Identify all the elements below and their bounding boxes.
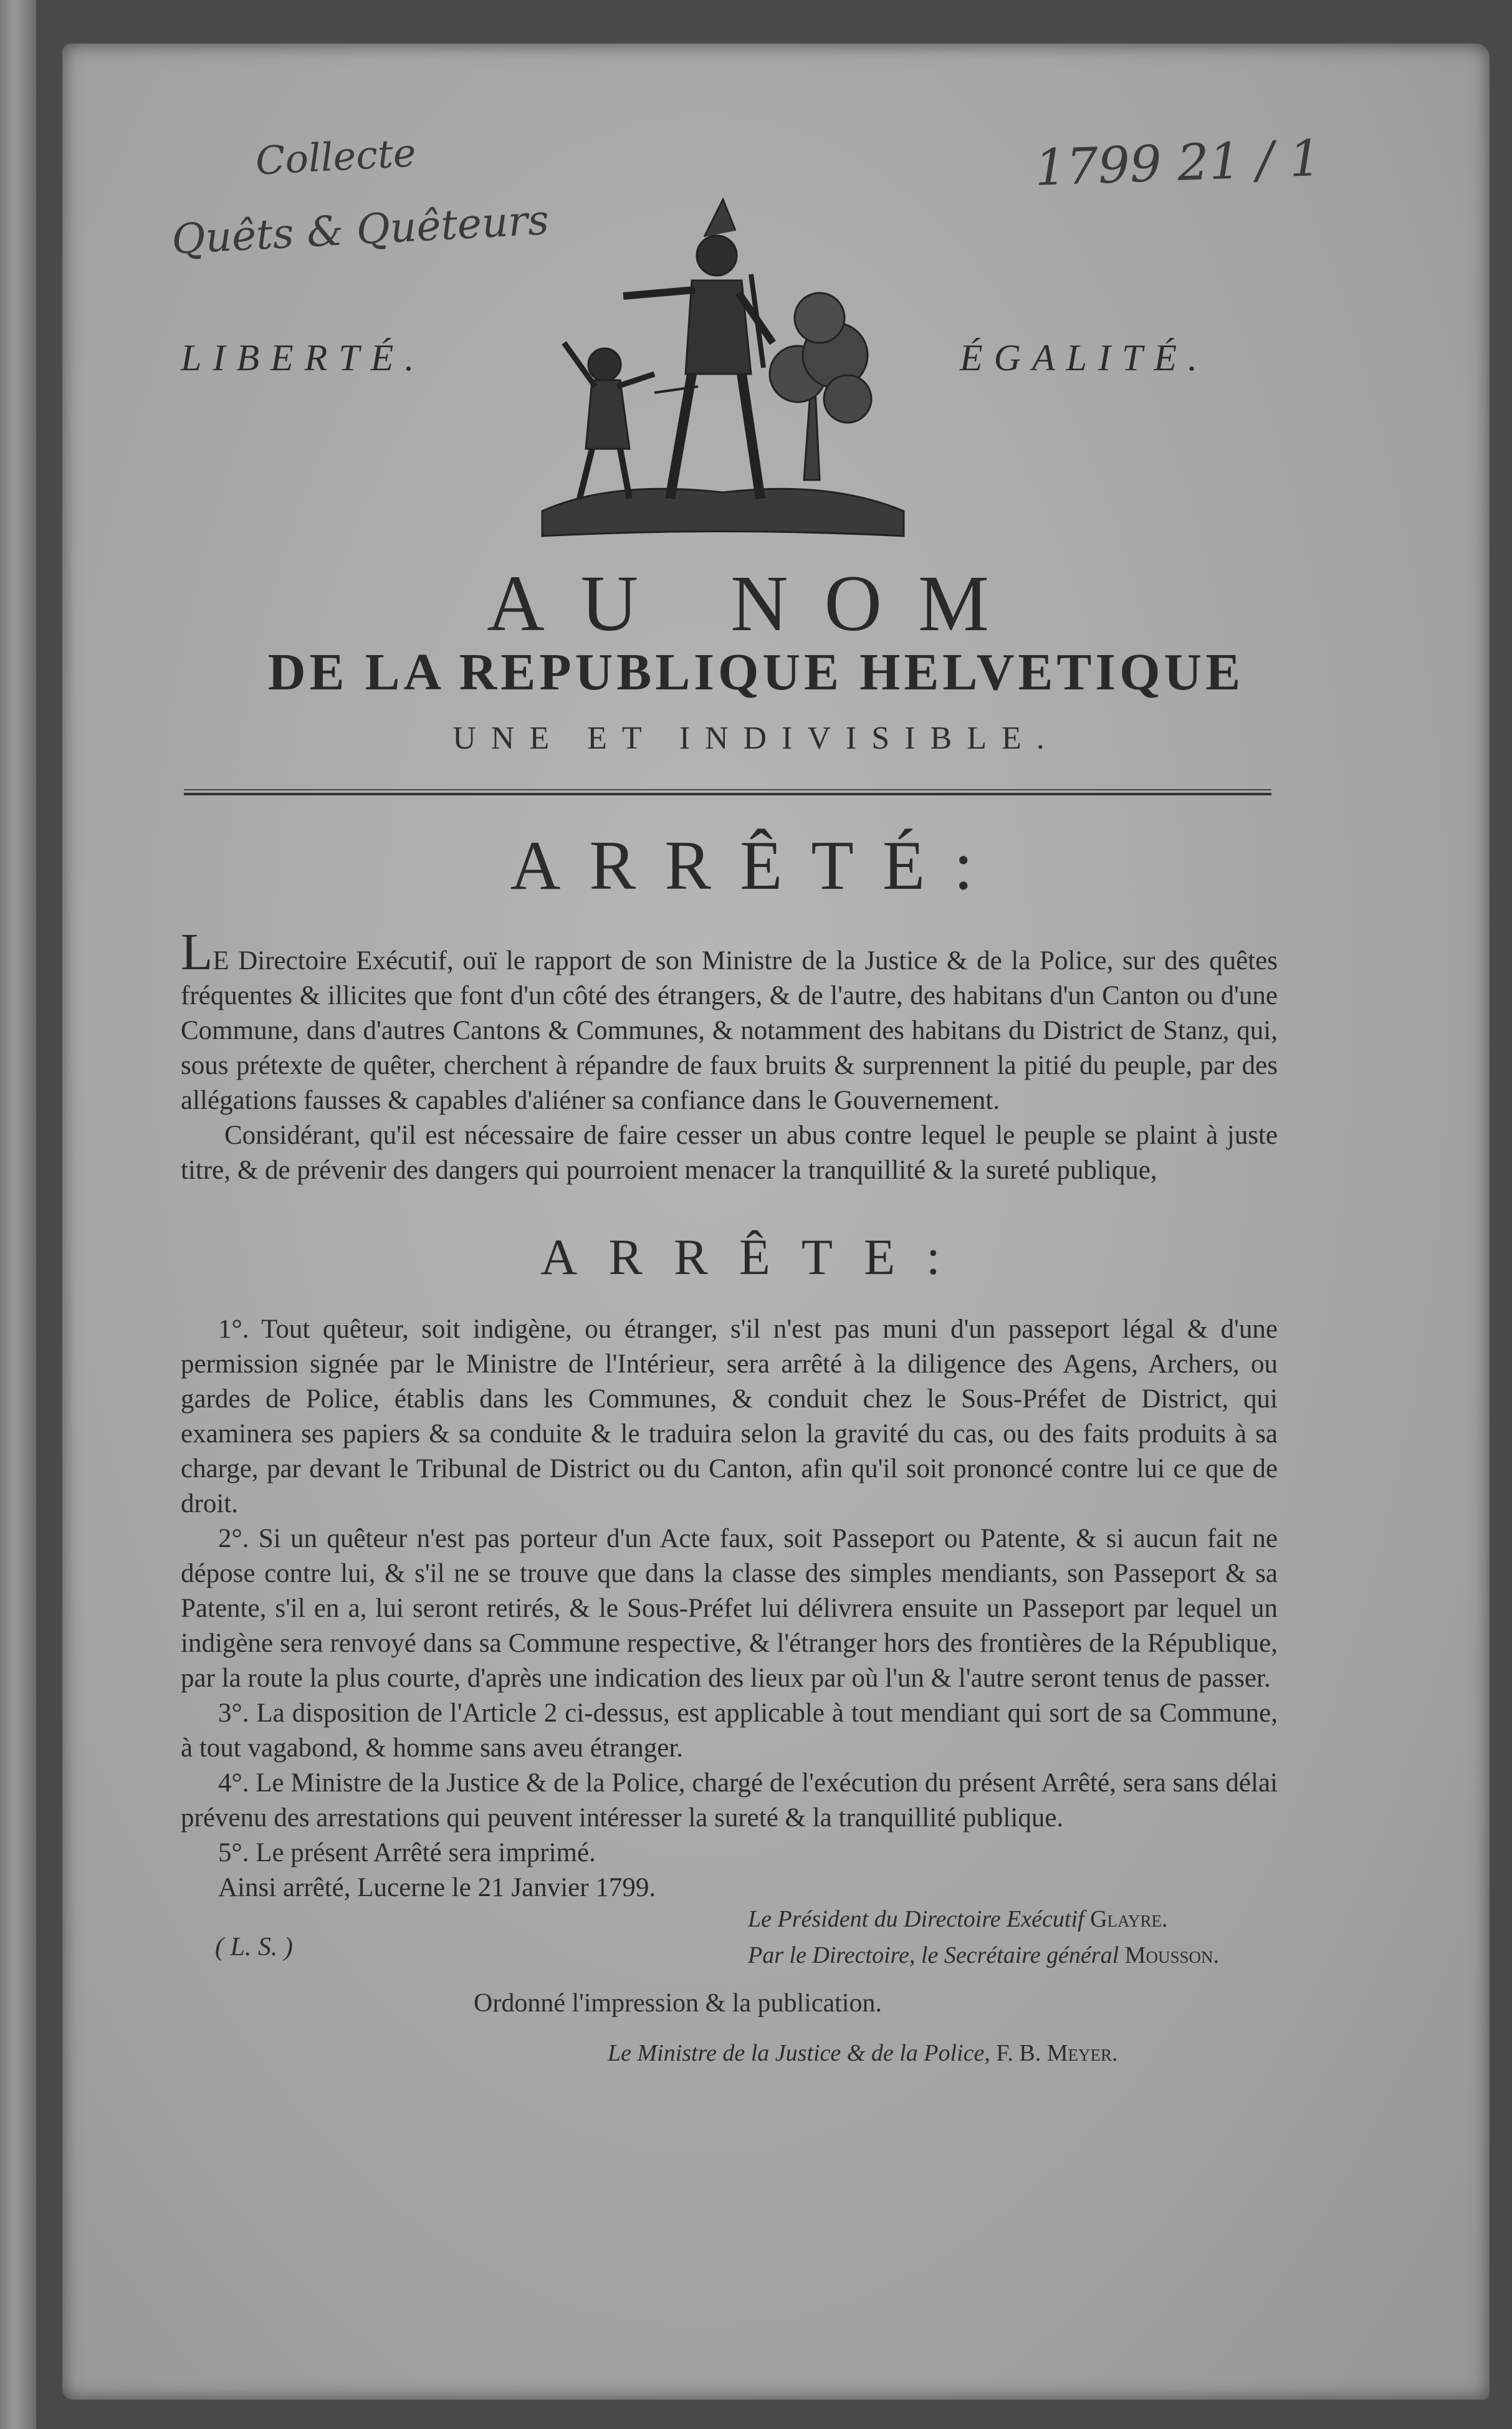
date-place-line: Ainsi arrêté, Lucerne le 21 Janvier 1799. [218, 1873, 656, 1902]
subheading-arrete: ARRÊTE: [540, 1229, 972, 1285]
handwritten-note-collecte: Collecte [254, 130, 418, 184]
preamble-text [181, 923, 1278, 1188]
minister-name: F. B. Meyer. [996, 2040, 1118, 2066]
ornamental-rule [184, 793, 1271, 795]
title-une-et-indivisible: UNE ET INDIVISIBLE. [452, 721, 1060, 756]
preamble-paragraph-1: LE Directoire Exécutif, ouï le rapport de son Ministre de la Justice & de la Police, sur des quêtes fréquentes & illicites que font d'un côté des étrangers, & de l'autre, des habitans d'un Canton ou d'une Commune, dans d'autres Cantons & Communes, & notamment des habitans du District de Stanz, qui, sous prétexte de quêter, cherchent à répandre de faux bruits & surprennent la pitié du peuple, par des allégations fausses & capables d'aliéner sa confiance dans le Gouvernement. [181, 923, 1278, 1115]
article-1: 1°. Tout quêteur, soit indigène, ou étranger, s'il n'est pas muni d'un passeport légal & d'une permission signée par le Ministre de l'Intérieur, sera arrêté à la diligence des Agens, Archers, ou gardes de Police, établis dans les Communes, & conduit chez le Sous-Préfet de District, qui examinera ses papiers & sa conduite & le traduira selon la gravité du cas, ou des faits produits à sa charge, par devant le Tribunal de District ou du Canton, afin qu'il soit prononcé contre lui ce que de droit. [181, 1315, 1278, 1518]
title-au-nom: AU NOM [487, 559, 1025, 648]
signature-president: Le Président du Directoire Exécutif Glayre. [748, 1906, 1168, 1932]
title-republique-helvetique: DE LA REPUBLIQUE HELVETIQUE [267, 643, 1245, 701]
book-binding-edge [0, 0, 36, 2429]
preamble-paragraph-2: Considérant, qu'il est nécessaire de faire cesser un abus contre lequel le peuple se plaint à juste titre, & de prévenir des dangers qui pourroient menacer la tranquillité & la sureté publique, [181, 1121, 1278, 1185]
secretary-name: Mousson. [1124, 1942, 1219, 1968]
tell-engraving-image [536, 187, 910, 542]
handwritten-note-quetes: Quêts & Quêteurs [170, 196, 550, 264]
article-2: 2°. Si un quêteur n'est pas porteur d'un Acte faux, soit Passeport ou Patente, & si aucun fait ne dépose contre lui, & s'il ne se trouve que dans la classe des simples mendiants, son Passeport & sa Patente, s'il en a, lui seront retirés, & le Sous-Préfet lui délivrera ensuite un Passeport par lequel un indigène sera renvoyé dans sa Commune respective, & l'étranger hors des frontières de la République, par la route la plus courte, d'après une indication des lieux par où l'un & l'autre seront tenus de passer. [181, 1524, 1278, 1693]
drop-cap: L [181, 923, 213, 981]
article-5: 5°. Le présent Arrêté sera imprimé. [218, 1838, 596, 1867]
signature-minister: Le Ministre de la Justice & de la Police, F. B. Meyer. [608, 2040, 1118, 2066]
ordonne-line: Ordonné l'impression & la publication. [474, 1989, 882, 2018]
article-3: 3°. La disposition de l'Article 2 ci-dessus, est applicable à tout mendiant qui sort de sa Commune, à tout vagabond, & homme sans aveu étranger. [181, 1698, 1278, 1763]
motto-liberte: LIBERTÉ. [181, 337, 426, 378]
seal-mark: ( L. S. ) [215, 1933, 293, 1962]
articles-list [181, 1312, 1278, 1905]
motto-egalite: ÉGALITÉ. [960, 337, 1208, 378]
president-name: Glayre. [1090, 1906, 1168, 1932]
signature-secretary: Par le Directoire, le Secrétaire général Mousson. [748, 1942, 1219, 1968]
article-4: 4°. Le Ministre de la Justice & de la Police, chargé de l'exécution du présent Arrêté, sera sans délai prévenu des arrestations qui peuvent intéresser la sureté & la tranquillité publique. [181, 1768, 1278, 1833]
handwritten-archive-number: 1799 21 / 1 [1033, 129, 1323, 197]
heading-arrete: ARRÊTÉ: [510, 827, 1002, 904]
